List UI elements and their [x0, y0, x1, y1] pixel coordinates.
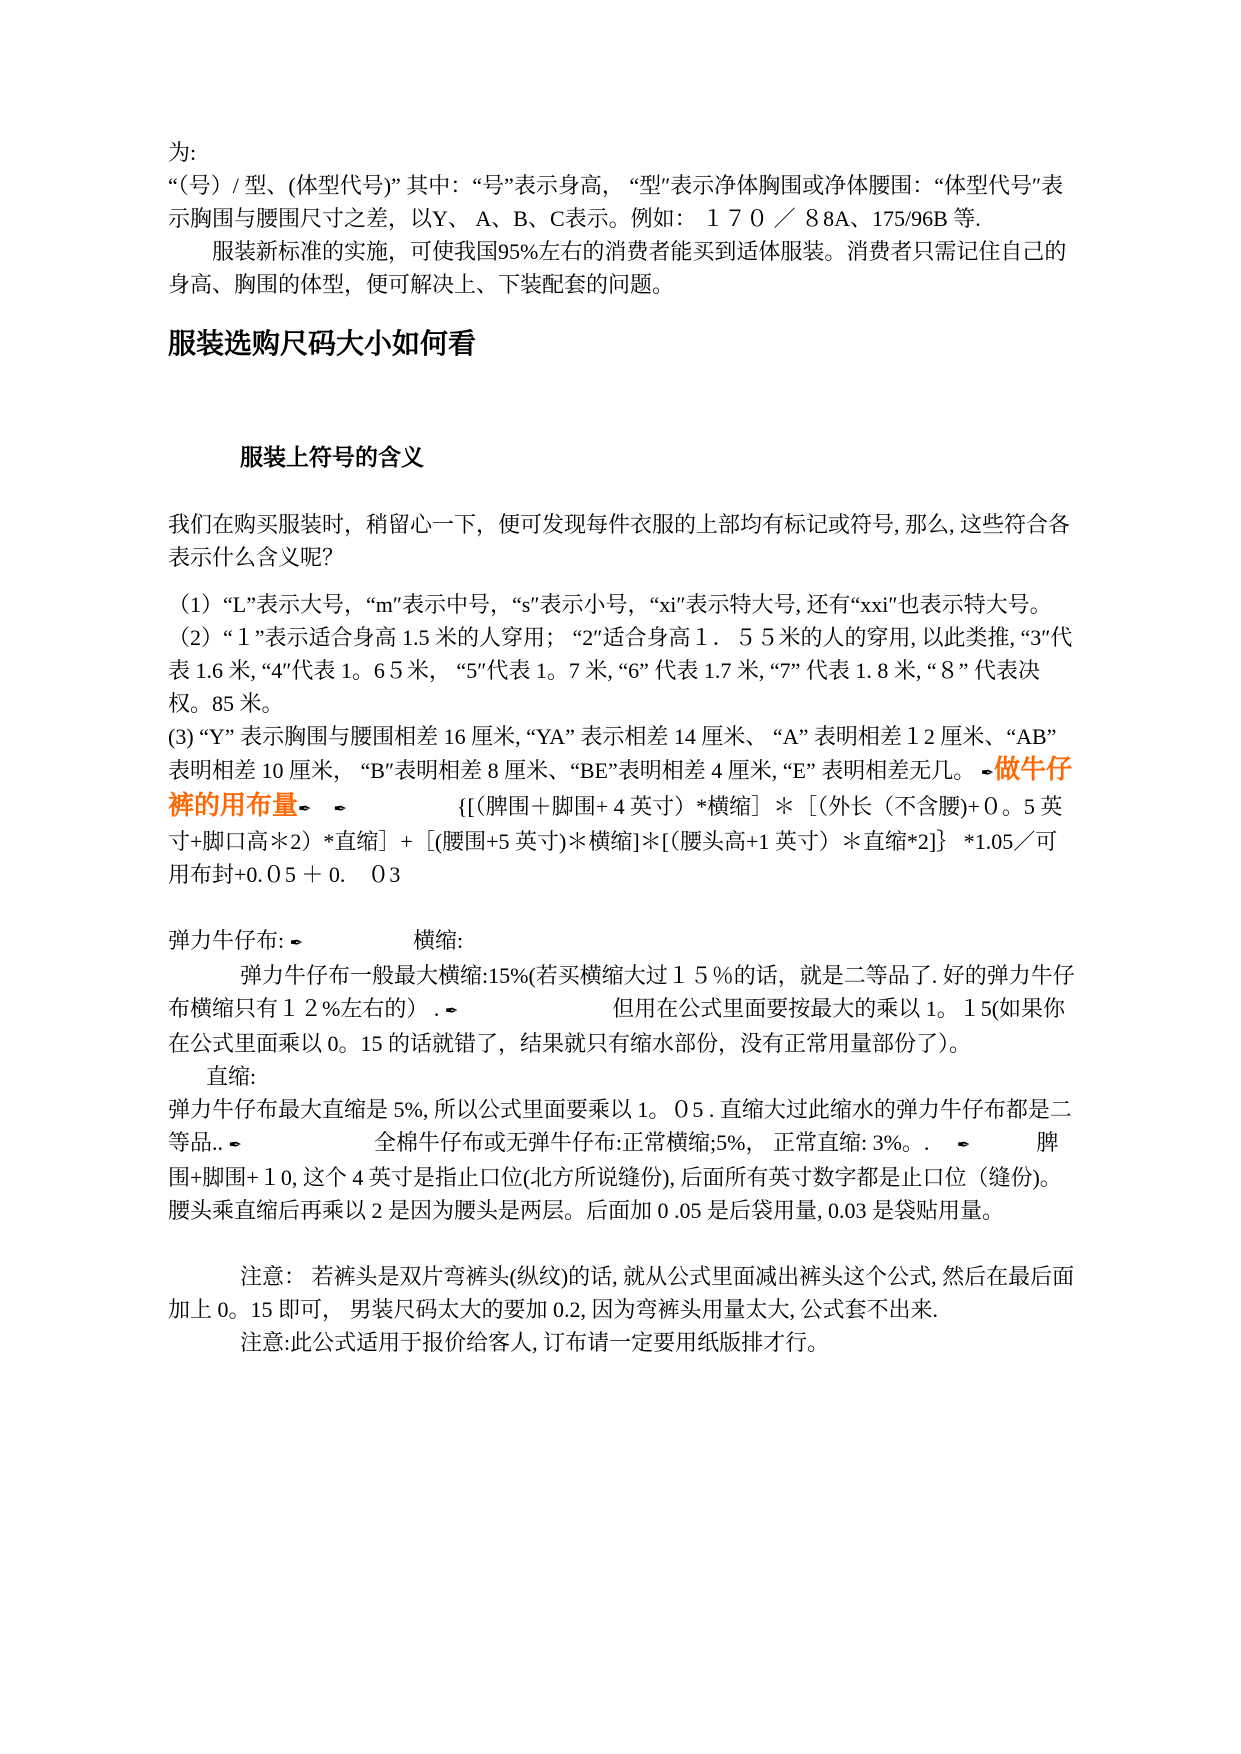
para-hengsuo-detail [168, 959, 1075, 1060]
text-run: 全棉牛仔布或无弹牛仔布:正常横缩;5%， 正常直缩: 3%。. [241, 1130, 957, 1155]
text-run: 为: [168, 140, 197, 165]
text-run: 弹力牛仔布一般最大横缩:15%(若买横缩大过１５％的话，就是二等品了. 好的弹力牛仔布横缩只有１２%左右的） . [168, 963, 1075, 1021]
text-run: 弹力牛仔布最大直缩是 5%, 所以公式里面要乘以 1。０5 . 直缩大过此缩水的弹力牛仔布都是二等品.. [168, 1097, 1072, 1155]
para-point-2 [168, 621, 1075, 720]
para-size-code-format [168, 169, 1075, 235]
pen-nib-icon: ✒ [228, 1135, 242, 1154]
text-run: 服装选购尺码大小如何看 [168, 328, 477, 359]
pen-nib-icon: ✒ [333, 799, 347, 818]
text-run: (3) “Y” 表示胸围与腰围相差 16 厘米, “YA” 表示相差 14 厘米、 “A” 表明相差１2 厘米、“AB” 表明相差 10 厘米， “B″表明相差 8 厘米、“BE”表明相差 4 厘米, “E” 表明相差无几。 [168, 724, 1057, 783]
text-run: 服装新标准的实施，可使我国95%左右的消费者能买到适体服装。消费者只需记住自己的身高、胸围的体型，便可解决上、下装配套的问题。 [168, 239, 1067, 297]
document-body [168, 136, 1075, 1359]
para-note-1 [168, 1260, 1075, 1326]
text-run: 注意： 若裤头是双片弯裤头(纵纹)的话, 就从公式里面减出裤头这个公式, 然后在最后面加上 0。15 即可， 男装尺码太大的要加 0.2, 因为弯裤头用量太大, 公式套不出来. [168, 1264, 1075, 1322]
text-run: 弹力牛仔布: [168, 928, 290, 953]
text-run [311, 794, 333, 819]
pen-nib-icon: ✒ [298, 799, 312, 818]
pen-nib-icon: ✒ [956, 1135, 971, 1154]
text-run: （2）“１”表示适合身高 1.5 米的人穿用； “2″适合身高１．５５米的人的穿用, 以此类推, “3″代表 1.6 米, “4″代表 1。6５米， “5″代表 1。7 米, “6” 代表 1.7 米, “7” 代表 1. 8 米, “８” 代表决权。85 米。 [168, 625, 1073, 716]
text-run: 我们在购买服装时，稍留心一下，便可发现每件衣服的上部均有标记或符号, 那么, 这些符合各表示什么含义呢？ [168, 512, 1071, 570]
text-run: （1）“L”表示大号，“m″表示中号，“s″表示小号，“xi″表示特大号, 还有“xxi″也表示特大号。 [168, 592, 1052, 617]
text-run: “（号）/ 型、(体型代号)” 其中：“号”表示身高， “型″表示净体胸围或净体腰围：“体型代号″表示胸围与腰围尺寸之差，以Y、 A、B、C表示。例如： １７０ ／ ８8A、175/96B 等. [168, 173, 1064, 231]
pen-nib-icon: ✒ [444, 1001, 459, 1020]
text-run: 服装上符号的含义 [240, 444, 424, 470]
para-wei [168, 136, 1075, 169]
blank-line [168, 1227, 1075, 1260]
text-run: 横缩: [303, 928, 464, 953]
para-zhisuo-detail [168, 1093, 1075, 1227]
para-new-standard [168, 235, 1075, 301]
para-stretch-denim-label [168, 924, 1075, 959]
heading-main [168, 325, 1075, 363]
para-point-3-and-formula [168, 720, 1075, 891]
para-point-1 [168, 588, 1075, 621]
text-run: 注意:此公式适用于报价给客人, 订布请一定要用纸版排才行。 [240, 1330, 830, 1355]
para-symbols-intro [168, 508, 1075, 574]
blank-line [168, 574, 1075, 588]
heading-sub [240, 441, 1075, 474]
pen-nib-icon: ✒ [980, 763, 995, 782]
para-zhisuo-label [168, 1060, 1075, 1093]
text-run: 直缩: [206, 1064, 257, 1089]
blank-line [168, 891, 1075, 924]
text-run: {[（脾围＋脚围+ 4 英寸）*横缩］＊［（外长（不含腰)+０。5 英寸+脚口高＊2）*直缩］+［(腰围+5 英寸)＊横缩]＊[（腰头高+1 英寸）＊直缩*2]｝ *1.05／可用布封+0.０5 ＋ 0. ０3 [168, 794, 1063, 887]
text-run: 脾围+脚围+１0, 这个 4 英寸是指止口位(北方所说缝份), 后面所有英寸数字都是止口位（缝份)。腰头乘直缩后再乘以 2 是因为腰头是两层。后面加 0 .05 是后袋用量, 0.03 是袋贴用量。 [168, 1130, 1062, 1223]
accent-heading-denim-fabric-usage: 做牛仔裤的用布量 [168, 754, 1073, 820]
para-note-2 [168, 1326, 1075, 1359]
pen-nib-icon: ✒ [289, 933, 304, 952]
text-run: 但用在公式里面要按最大的乘以 1。１5(如果你在公式里面乘以 0。15 的话就错了，结果就只有缩水部份，没有正常用量部份了）。 [168, 996, 1066, 1056]
